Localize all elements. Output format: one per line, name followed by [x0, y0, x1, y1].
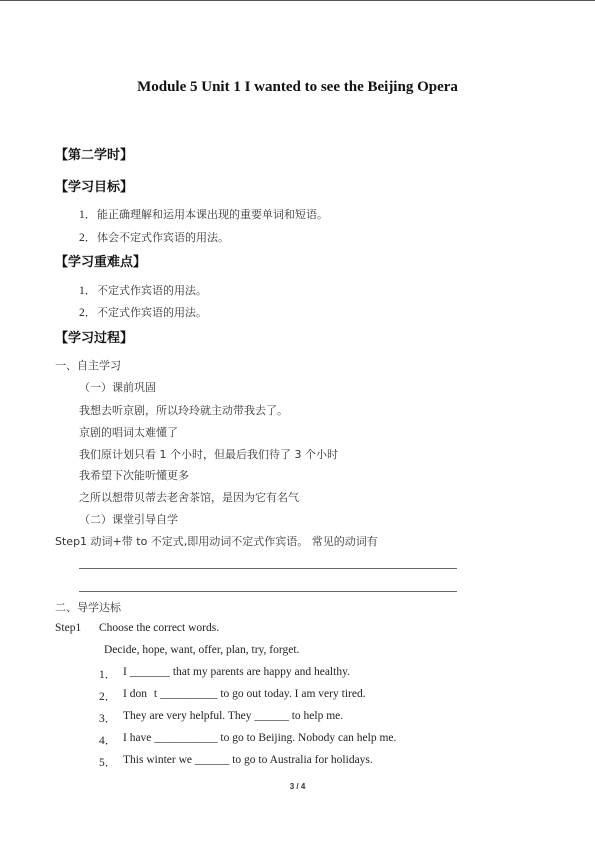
section-objectives: 【学习目标】 [55, 180, 134, 195]
answer-line [79, 591, 457, 592]
objective-number: 2． [79, 232, 97, 244]
word-bank: Decide, hope, want, offer, plan, try, forget. [104, 644, 300, 656]
preview-line: 我想去听京剧，所以玲玲就主动带我去了。 [79, 404, 288, 417]
objective-text: 能正确理解和运用本课出现的重要单词和短语。 [97, 208, 328, 221]
exercise-text: This winter we ______ to go to Australia for holidays. [123, 754, 373, 766]
page-title: Module 5 Unit 1 I wanted to see the Beijing Opera [137, 79, 458, 95]
part1-subheading-1: （一）课前巩固 [79, 381, 156, 394]
section-process: 【学习过程】 [55, 331, 134, 346]
exercise-number: 2． [99, 691, 117, 703]
preview-line: 我希望下次能听懂更多 [79, 469, 189, 482]
part2-heading: 二、导学达标 [55, 601, 121, 614]
page-number: 3 / 4 [289, 782, 306, 791]
objective-text: 体会不定式作宾语的用法。 [97, 231, 229, 244]
answer-line [79, 568, 457, 569]
exercise-text: I dont __________ to go out today. I am very tired. [123, 688, 366, 700]
key-point-number: 1． [79, 285, 97, 297]
exercise-text: I _______ that my parents are happy and healthy. [123, 666, 350, 678]
exercise-number: 3． [99, 713, 117, 725]
exercise-text: I have ___________ to go to Beijing. Nobody can help me. [123, 732, 397, 744]
exercise-number: 4． [99, 735, 117, 747]
preview-line: 之所以想带贝蒂去老舍茶馆，是因为它有名气 [79, 491, 299, 504]
step-instruction: Choose the correct words. [99, 622, 220, 634]
exercise-text: They are very helpful. They ______ to help me. [123, 710, 344, 722]
preview-line: 我们原计划只看 1 个小时，但最后我们待了 3 个小时 [79, 448, 338, 461]
exercise-number: 1． [99, 669, 117, 681]
objective-number: 1． [79, 209, 97, 221]
section-period: 【第二学时】 [55, 148, 134, 163]
key-point-text: 不定式作宾语的用法。 [97, 284, 207, 297]
exercise-number: 5． [99, 757, 117, 769]
step1-instruction: Step1 动词+带 to 不定式,即用动词不定式作宾语。 常见的动词有 [55, 535, 378, 548]
key-point-text: 不定式作宾语的用法。 [97, 306, 207, 319]
key-point-number: 2． [79, 307, 97, 319]
header-rule [0, 0, 595, 1]
step-label: Step1 [55, 622, 82, 634]
section-key-points: 【学习重难点】 [55, 255, 147, 270]
preview-line: 京剧的唱词太难懂了 [79, 426, 178, 439]
part1-subheading-2: （二）课堂引导自学 [79, 513, 178, 526]
part1-heading: 一、自主学习 [55, 359, 121, 372]
